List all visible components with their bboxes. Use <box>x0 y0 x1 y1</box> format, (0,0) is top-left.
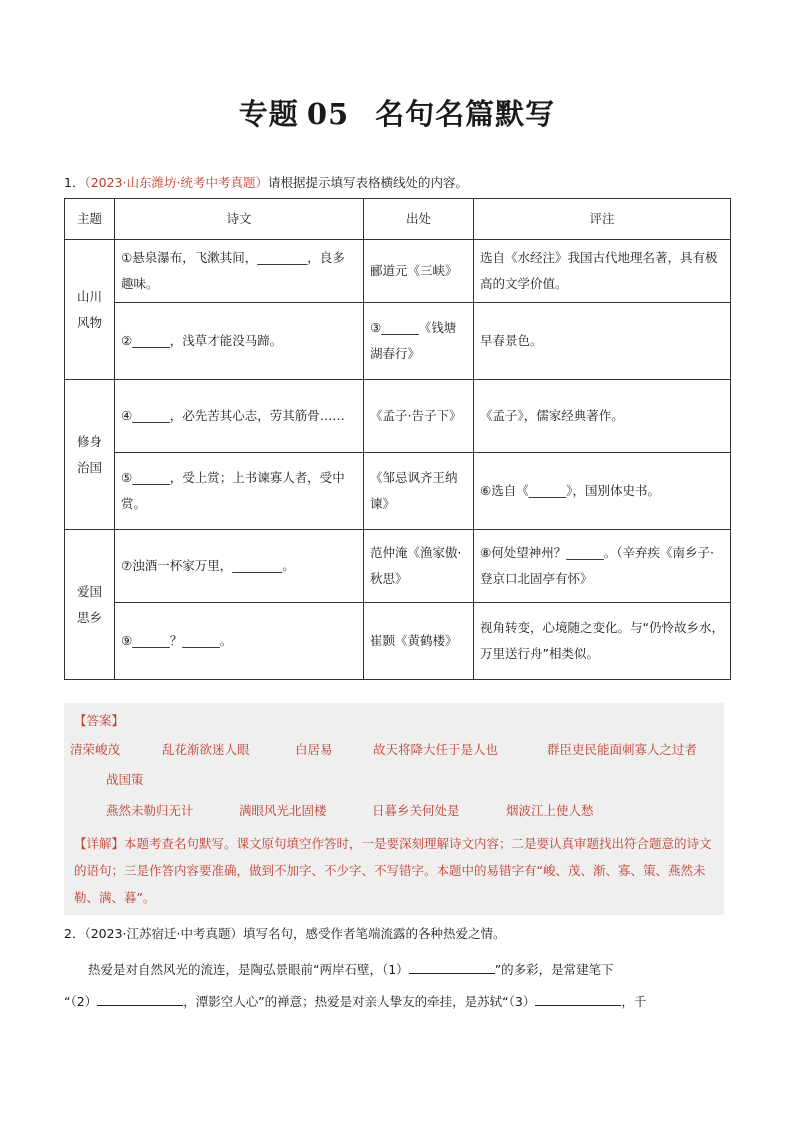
fill-blank-2[interactable] <box>97 993 183 1006</box>
note-cell: 早春景色。 <box>474 303 731 380</box>
note-cell: ⑥选自《______》，国别体史书。 <box>474 453 731 530</box>
note-cell: 《孟子》，儒家经典著作。 <box>474 380 731 453</box>
answer-item: 日暮乡关何处是 <box>372 803 460 818</box>
table-row <box>65 453 731 530</box>
answer-item: 故天将降大任于是人也 <box>373 742 499 757</box>
header-note: 评注 <box>474 199 731 240</box>
theme-cell: 修身治国 <box>65 380 115 530</box>
answer-item: 群臣吏民能面刺寡人之过者 <box>547 742 698 757</box>
note-cell: 选自《水经注》我国古代地理名著，具有极高的文学价值。 <box>474 240 731 303</box>
poem-cell: ⑨______？______。 <box>115 603 364 680</box>
poem-cell: ⑦浊酒一杯家万里，________。 <box>115 530 364 603</box>
question-2-source: （2023·江苏宿迁·中考真题） <box>84 926 243 941</box>
origin-cell: 《邹忌讽齐王纳谏》 <box>364 453 474 530</box>
table-row <box>65 530 731 603</box>
answer-item: 清荣峻茂 <box>70 742 121 757</box>
poem-cell: ①悬泉瀑布，飞漱其间，________，良多趣味。 <box>115 240 364 303</box>
answer-item: 战国策 <box>106 772 144 787</box>
poem-table <box>64 198 731 680</box>
answer-item: 烟波江上使人愁 <box>506 803 594 818</box>
answer-item: 燕然未勒归无计 <box>106 803 194 818</box>
table-row <box>65 380 731 453</box>
note-cell: ⑧何处望神州？______。（辛弃疾《南乡子·登京口北固亭有怀》 <box>474 530 731 603</box>
question-1-stem: 1．（2023·山东潍坊·统考中考真题）请根据提示填写表格横线处的内容。 <box>64 175 468 190</box>
question-1-source: （2023·山东潍坊·统考中考真题） <box>84 175 268 190</box>
table-header-row <box>65 199 731 240</box>
header-theme: 主题 <box>65 199 115 240</box>
answer-label: 【答案】 <box>74 713 125 728</box>
fill-blank-3[interactable] <box>535 993 621 1006</box>
origin-cell: 《孟子·告子下》 <box>364 380 474 453</box>
question-2-line-2: “（2） ，潭影空人心”的禅意；热爱是对亲人挚友的牵挂，是苏轼“（3） ，千 <box>64 994 647 1009</box>
answer-detail: 【详解】本题考查名句默写。课文原句填空作答时，一是要深刻理解诗文内容；二是要认真审题找出符合题意的诗文的语句；三是作答内容要准确，做到不加字、不少字、不写错字。本题中的易错字有“峻、茂、渐、寡、策、燕然未勒、满、暮”。 <box>74 836 712 905</box>
header-origin: 出处 <box>364 199 474 240</box>
answer-item: 白居易 <box>295 742 333 757</box>
question-2-line-1: 热爱是对自然风光的流连，是陶弘景眼前“两岸石壁，（1） ”的多彩，是常建笔下 <box>88 962 614 977</box>
origin-cell: 郦道元《三峡》 <box>364 240 474 303</box>
poem-cell: ④______，必先苦其心志，劳其筋骨…… <box>115 380 364 453</box>
answer-item: 乱花渐欲迷人眼 <box>162 742 250 757</box>
table-row <box>65 303 731 380</box>
table-row <box>65 240 731 303</box>
header-poem: 诗文 <box>115 199 364 240</box>
origin-cell: 崔颢《黄鹤楼》 <box>364 603 474 680</box>
answer-item: 满眼风光北固楼 <box>239 803 327 818</box>
poem-cell: ⑤______，受上赏；上书谏寡人者，受中赏。 <box>115 453 364 530</box>
poem-cell: ②______，浅草才能没马蹄。 <box>115 303 364 380</box>
note-cell: 视角转变，心境随之变化。与“仍怜故乡水，万里送行舟”相类似。 <box>474 603 731 680</box>
origin-cell: 范仲淹《渔家傲·秋思》 <box>364 530 474 603</box>
theme-cell: 爱国思乡 <box>65 530 115 680</box>
answer-section <box>64 703 724 915</box>
fill-blank-1[interactable] <box>409 961 495 974</box>
page-title: 专题 05 名句名篇默写 <box>238 97 556 131</box>
question-2-stem: 2．（2023·江苏宿迁·中考真题）填写名句，感受作者笔端流露的各种热爱之情。 <box>64 926 506 941</box>
theme-cell: 山川风物 <box>65 240 115 380</box>
table-row <box>65 603 731 680</box>
origin-cell: ③______《钱塘湖春行》 <box>364 303 474 380</box>
